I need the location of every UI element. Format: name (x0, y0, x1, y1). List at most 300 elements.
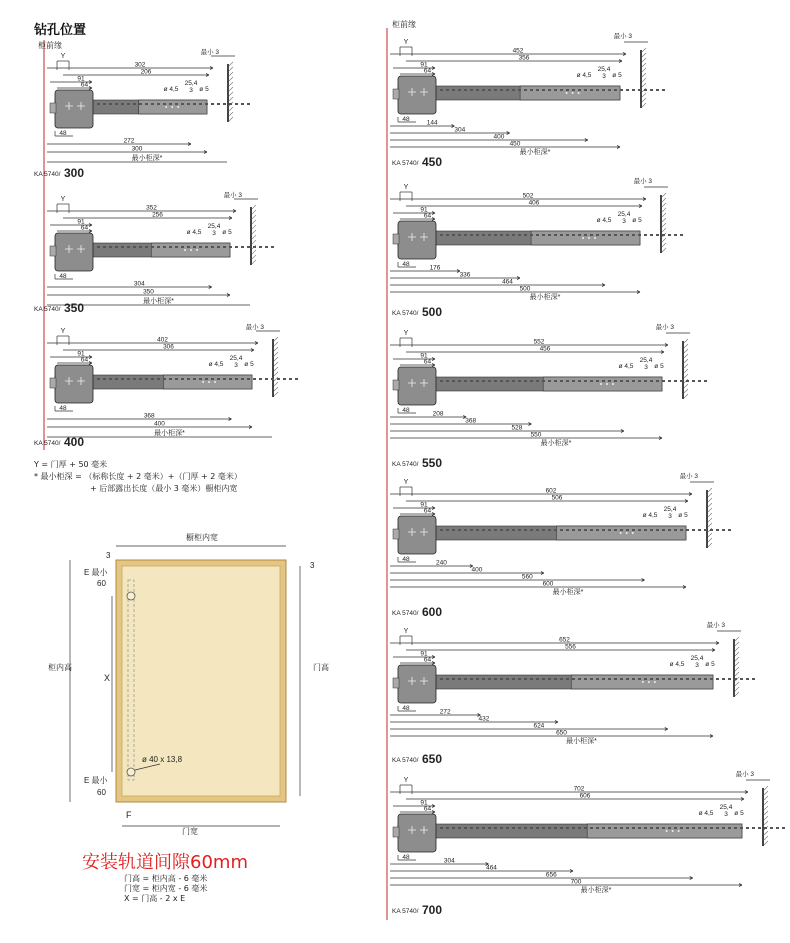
dimension-value: 368 (143, 412, 155, 420)
rear-wall-hatch (642, 83, 646, 87)
rail-slot (548, 827, 551, 829)
rail-slot (596, 234, 599, 236)
rail-slot (560, 827, 563, 829)
rear-wall-hatch (252, 225, 256, 229)
inner-height-label: 柜内高 (48, 663, 72, 672)
dimension-value: 464 (502, 278, 513, 286)
rail-slot (283, 378, 286, 380)
rail-slot (716, 529, 719, 531)
rail-slot (650, 827, 653, 829)
dimension-value: 300 (131, 145, 143, 153)
rail-slot (458, 529, 461, 531)
rail-slot (674, 827, 677, 829)
drawing-ka5740-700 (390, 769, 785, 894)
model-prefix: KA 5740/ (392, 160, 419, 167)
rail-slot (530, 827, 533, 829)
dimension-value: 450 (509, 140, 521, 148)
rail-slot (241, 103, 244, 105)
rail-slot (638, 678, 641, 680)
rail-slot (596, 380, 599, 382)
rail-slot (476, 827, 479, 829)
dimension-value: 552 (533, 338, 545, 346)
rail-slot (103, 103, 106, 105)
rail-slot (205, 103, 208, 105)
rail-slot (584, 529, 587, 531)
rail-slot (728, 678, 731, 680)
model-size: 550 (422, 456, 443, 470)
rail-slot (704, 380, 707, 382)
rail-slot (626, 827, 629, 829)
door-width-label: 门宽 (182, 827, 198, 836)
model-size: 300 (64, 166, 85, 180)
min-3-label: 最小 3 (735, 771, 754, 778)
dimension-value: 64 (80, 81, 89, 89)
rail-slot (512, 89, 515, 91)
dimension-value: 91 (420, 352, 428, 360)
mounting-plate (55, 365, 93, 403)
y-label: Y (60, 328, 66, 335)
mounting-plate (398, 76, 436, 114)
y-label: Y (403, 184, 409, 191)
dimension-value: 350 (143, 288, 154, 296)
rail-slot (662, 827, 665, 829)
rail-slot (710, 827, 713, 829)
rear-wall-hatch (764, 806, 768, 810)
drawing-ka5740-600 (390, 471, 731, 596)
rail-slot (638, 827, 641, 829)
drawer-rail-extension (543, 377, 662, 391)
rear-wall-hatch (708, 518, 712, 522)
rail-slot (151, 103, 154, 105)
rail-slot (548, 529, 551, 531)
rail-slot (476, 380, 479, 382)
rail-slot (452, 89, 455, 91)
rail-slot (452, 678, 455, 680)
rail-slot (650, 89, 653, 91)
rail-slot (668, 380, 671, 382)
rail-slot (229, 378, 232, 380)
rear-wall-hatch (735, 652, 739, 656)
dimension-value: 700 (570, 878, 582, 886)
rail-slot (584, 89, 587, 91)
offset-3: 3 (724, 811, 728, 818)
rail-slot (632, 529, 635, 531)
min-3-label: 最小 3 (200, 49, 219, 56)
rail-slot (686, 678, 689, 680)
rear-wall-hatch (735, 692, 739, 696)
rail-slot (440, 678, 443, 680)
rail-slot (560, 380, 563, 382)
dimension-value: 456 (539, 345, 551, 353)
front-bracket (393, 234, 399, 244)
mounting-plate (398, 814, 436, 852)
front-bracket (393, 529, 399, 539)
rail-slot (590, 89, 593, 91)
rail-slot (632, 234, 635, 236)
hole-diameter-5: ø 5 (199, 86, 209, 93)
rail-slot (530, 89, 533, 91)
rail-slot (692, 827, 695, 829)
rail-slot (650, 529, 653, 531)
rail-slot (620, 380, 623, 382)
rail-slot (614, 89, 617, 91)
rail-slot (530, 380, 533, 382)
y-label: Y (60, 196, 66, 203)
rail-slot (722, 678, 725, 680)
hole-diameter-45: ø 4,5 (642, 512, 658, 519)
rail-slot (446, 234, 449, 236)
mounting-plate (398, 665, 436, 703)
hole (572, 92, 574, 94)
min-3-label: 最小 3 (245, 324, 264, 331)
dimension-value: 64 (80, 224, 89, 232)
rail-slot (734, 678, 737, 680)
dimension-value: 240 (436, 559, 447, 567)
rear-wall-hatch (274, 362, 278, 366)
hole (672, 830, 674, 832)
rear-wall-hatch (229, 67, 233, 71)
rail-slot (229, 246, 232, 248)
rail-slot (500, 529, 503, 531)
rail-slot (608, 234, 611, 236)
rear-wall-hatch (764, 811, 768, 815)
rear-wall-hatch (642, 98, 646, 102)
rail-slot (650, 380, 653, 382)
rail-slot (716, 678, 719, 680)
rail-slot (476, 529, 479, 531)
rear-wall-hatch (662, 203, 666, 207)
rail-slot (259, 378, 262, 380)
rail-slot (121, 103, 124, 105)
rear-wall-hatch (642, 68, 646, 72)
dimension-value: 502 (522, 192, 534, 200)
rail-slot (199, 246, 202, 248)
offset-3: 3 (234, 362, 238, 369)
rear-wall-hatch (662, 228, 666, 232)
rear-wall-hatch (684, 354, 688, 358)
rail-slot (193, 103, 196, 105)
dimension-value: 91 (77, 218, 85, 226)
rail-slot (253, 246, 256, 248)
e-min-label-top: E 最小 (84, 568, 108, 577)
rail-slot (554, 234, 557, 236)
rail-slot (530, 678, 533, 680)
rail-slot (662, 529, 665, 531)
rail-slot (680, 678, 683, 680)
rail-slot (211, 378, 214, 380)
rail-slot (470, 234, 473, 236)
rail-slot (668, 678, 671, 680)
dimension-value: 256 (152, 211, 163, 219)
footer-line-1: 门高 = 柜内高 - 6 毫米 (124, 874, 208, 883)
rail-slot (596, 678, 599, 680)
rail-slot (494, 678, 497, 680)
rail-slot (590, 234, 593, 236)
rear-wall-hatch (252, 215, 256, 219)
rear-wall-hatch (252, 235, 256, 239)
rail-slot (181, 378, 184, 380)
rail-slot (500, 89, 503, 91)
dim-48: 48 (402, 261, 410, 268)
rail-slot (524, 678, 527, 680)
rail-slot (452, 529, 455, 531)
rail-slot (115, 378, 118, 380)
dim-48: 48 (402, 854, 410, 861)
rail-slot (668, 827, 671, 829)
rail-slot (566, 827, 569, 829)
front-bracket (393, 827, 399, 837)
rail-slot (121, 246, 124, 248)
rail-slot (674, 380, 677, 382)
hole-diameter-5: ø 5 (678, 512, 688, 519)
cabinet-front-view (48, 532, 329, 836)
rail-slot (235, 246, 238, 248)
rear-wall-hatch (735, 667, 739, 671)
rail-slot (560, 678, 563, 680)
rail-slot (476, 678, 479, 680)
min-depth-label: 最小柜深* (154, 430, 185, 437)
rear-wall-hatch (708, 498, 712, 502)
rail-slot (518, 827, 521, 829)
rail-slot (488, 89, 491, 91)
pitch-25-4: 25,4 (184, 80, 198, 87)
rear-wall-hatch (708, 533, 712, 537)
rail-slot (620, 529, 623, 531)
rail-slot (776, 827, 779, 829)
rail-slot (265, 246, 268, 248)
rail-slot (554, 529, 557, 531)
dimension-value: 500 (519, 285, 531, 293)
e-min-label-bottom: E 最小 (84, 776, 108, 785)
rail-slot (698, 678, 701, 680)
rear-wall-hatch (708, 513, 712, 517)
rail-slot (494, 529, 497, 531)
front-bracket (393, 89, 399, 99)
footer-line-3: X = 门高 - 2 x E (124, 894, 186, 903)
rear-wall-hatch (764, 801, 768, 805)
dimension-value: 602 (545, 487, 557, 495)
rail-slot (644, 678, 647, 680)
dim-48: 48 (59, 273, 67, 280)
rail-slot (524, 529, 527, 531)
rail-slot (626, 380, 629, 382)
rear-wall-hatch (274, 357, 278, 361)
rail-slot (584, 678, 587, 680)
min-3-label: 最小 3 (655, 324, 674, 331)
rail-slot (223, 103, 226, 105)
rear-wall-hatch (735, 662, 739, 666)
rail-slot (578, 234, 581, 236)
rail-slot (199, 378, 202, 380)
rail-slot (488, 234, 491, 236)
rail-slot (542, 380, 545, 382)
dimension-value: 452 (512, 47, 524, 55)
rail-slot (470, 678, 473, 680)
y-label: Y (403, 628, 409, 635)
dimension-value: 528 (511, 424, 523, 432)
rear-wall-hatch (642, 58, 646, 62)
footer-notes (124, 874, 207, 904)
rail-slot (656, 529, 659, 531)
model-prefix: KA 5740/ (34, 306, 61, 313)
rail-slot (638, 529, 641, 531)
dimension-value: 272 (439, 708, 451, 716)
dimension-value: 208 (432, 410, 444, 418)
dimension-value: 64 (423, 67, 432, 75)
rail-slot (518, 234, 521, 236)
rail-slot (554, 89, 557, 91)
rail-slot (500, 678, 503, 680)
gap-3-label: 3 (310, 561, 315, 570)
rail-slot (560, 529, 563, 531)
rail-slot (145, 103, 148, 105)
rail-slot (241, 378, 244, 380)
hole (165, 106, 167, 108)
rail-slot (151, 378, 154, 380)
front-bracket (393, 678, 399, 688)
rail-slot (746, 827, 749, 829)
mounting-plate (55, 90, 93, 128)
rail-slot (632, 678, 635, 680)
rear-wall-hatch (735, 647, 739, 651)
rail-slot (542, 827, 545, 829)
dimension-value: 336 (459, 271, 471, 279)
rail-slot (548, 678, 551, 680)
rail-slot (674, 234, 677, 236)
rail-slot (121, 378, 124, 380)
rail-slot (542, 234, 545, 236)
rail-slot (133, 103, 136, 105)
hole-diameter-5: ø 5 (222, 229, 232, 236)
rail-slot (596, 89, 599, 91)
rear-wall-hatch (764, 786, 768, 790)
rail-slot (566, 234, 569, 236)
dimension-value: 624 (533, 722, 545, 730)
rail-slot (115, 246, 118, 248)
rail-slot (169, 103, 172, 105)
rear-wall-hatch (764, 831, 768, 835)
drawing-ka5740-450 (390, 31, 665, 156)
dimension-value: 206 (140, 68, 152, 76)
rear-wall-hatch (642, 103, 646, 107)
rail-slot (494, 89, 497, 91)
dimension-value: 400 (154, 420, 165, 428)
hole (177, 106, 179, 108)
rail-slot (572, 89, 575, 91)
dimension-value: 144 (426, 119, 438, 127)
page-title: 钻孔位置 (34, 22, 87, 37)
rail-slot (638, 234, 641, 236)
model-prefix: KA 5740/ (392, 610, 419, 617)
rail-slot (518, 529, 521, 531)
front-bracket (393, 380, 399, 390)
rail-slot (620, 827, 623, 829)
rear-wall-hatch (735, 672, 739, 676)
inner-width-label: 橱柜内宽 (186, 533, 218, 542)
rail-slot (223, 378, 226, 380)
dim-48: 48 (59, 130, 67, 137)
drawing-ka5740-650 (390, 620, 755, 745)
rear-wall-hatch (642, 93, 646, 97)
rail-slot (289, 378, 292, 380)
rail-slot (109, 103, 112, 105)
hole (594, 237, 596, 239)
rear-wall-hatch (662, 248, 666, 252)
rail-slot (506, 827, 509, 829)
rear-wall (733, 639, 735, 697)
rail-slot (482, 678, 485, 680)
rail-slot (458, 89, 461, 91)
dimension-value: 656 (545, 871, 557, 879)
pitch-25-4: 25,4 (719, 804, 733, 811)
rail-slot (103, 246, 106, 248)
rail-slot (199, 103, 202, 105)
rail-slot (584, 827, 587, 829)
rail-slot (115, 103, 118, 105)
rail-slot (644, 827, 647, 829)
v60-label-top: 60 (97, 579, 106, 588)
rail-slot (578, 380, 581, 382)
hole-diameter-5: ø 5 (654, 363, 664, 370)
rear-wall-hatch (662, 198, 666, 202)
rail-slot (97, 378, 100, 380)
rail-slot (542, 529, 545, 531)
rear-wall (682, 341, 684, 399)
dimension-value: 91 (420, 650, 428, 658)
rail-slot (626, 678, 629, 680)
rear-wall-hatch (708, 508, 712, 512)
rear-wall (250, 207, 252, 265)
rail-slot (169, 246, 172, 248)
rail-slot (151, 246, 154, 248)
rail-slot (181, 103, 184, 105)
dim-48: 48 (402, 705, 410, 712)
hole-diameter-45: ø 4,5 (186, 229, 202, 236)
rear-wall-hatch (274, 387, 278, 391)
offset-3: 3 (212, 230, 216, 237)
hole-diameter-45: ø 4,5 (669, 661, 685, 668)
rail-slot (536, 678, 539, 680)
rail-slot (458, 380, 461, 382)
dimension-value: 464 (486, 864, 497, 872)
rail-slot (458, 827, 461, 829)
rail-slot (644, 234, 647, 236)
rail-slot (566, 678, 569, 680)
rail-slot (602, 89, 605, 91)
dimension-value: 556 (565, 643, 576, 651)
rail-slot (476, 89, 479, 91)
rail-slot (608, 89, 611, 91)
rail-slot (109, 246, 112, 248)
rail-slot (524, 234, 527, 236)
rail-slot (229, 103, 232, 105)
rail-slot (446, 89, 449, 91)
model-size: 350 (64, 301, 85, 315)
y-label: Y (403, 777, 409, 784)
drawer-rail-extension (587, 824, 742, 838)
rail-slot (440, 89, 443, 91)
dimension-value: 606 (579, 792, 591, 800)
rail-slot (127, 103, 130, 105)
rail-slot (566, 529, 569, 531)
y-label: Y (403, 479, 409, 486)
dimension-value: 302 (134, 61, 146, 69)
rear-wall-hatch (684, 389, 688, 393)
dimension-value: 506 (551, 494, 563, 502)
rail-slot (656, 234, 659, 236)
dimension-value: 304 (454, 126, 466, 134)
rail-slot (698, 827, 701, 829)
